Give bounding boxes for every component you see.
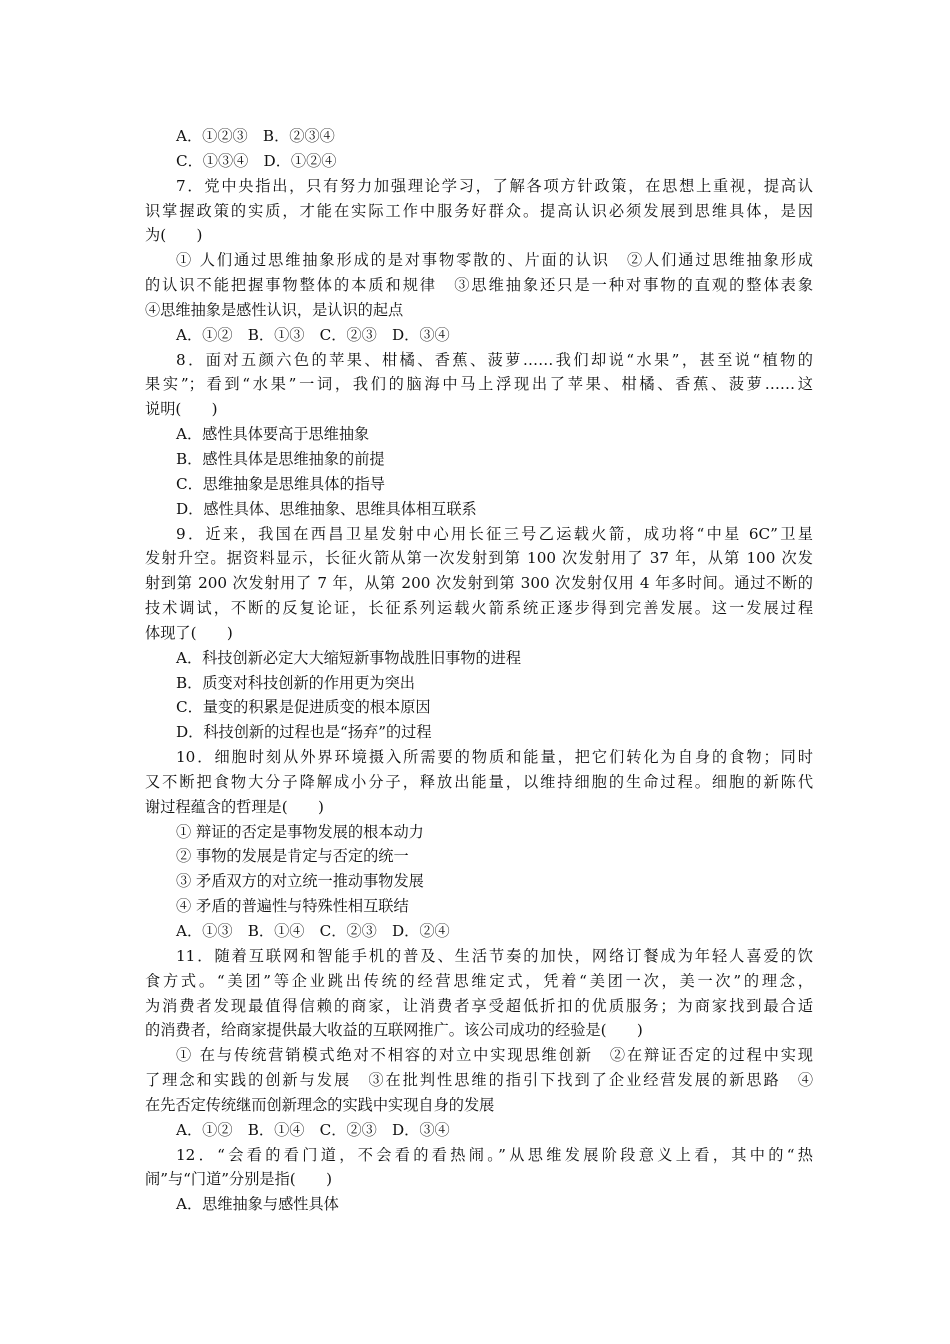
q9-stem-line-2: 发射升空。据资料显示，长征火箭从第一次发射到第 100 次发射用了 37 年，从第 100 次发 — [145, 549, 813, 568]
q9-stem-line-3: 射到第 200 次发射用了 7 年，从第 200 次发射到第 300 次发射仅用 4 年多时间。通过不断的 — [145, 574, 813, 593]
q11-stem-line-4: 的消费者，给商家提供最大收益的互联网推广。该公司成功的经验是( ) — [145, 1021, 643, 1040]
q11-stem-line-3: 为消费者发现最值得信赖的商家，让消费者享受超低折扣的优质服务；为商家找到最合适 — [145, 996, 813, 1015]
exam-page — [145, 124, 813, 1217]
q7-items-line-1: ① 人们通过思维抽象形成的是对事物零散的、片面的认识 ②人们通过思维抽象形成 — [176, 251, 813, 270]
q11-items-line-2: 了理念和实践的创新与发展 ③在批判性思维的指引下找到了企业经营发展的新思路 ④ — [145, 1071, 813, 1090]
q10-item-4: ④ 矛盾的普遍性与特殊性相互联结 — [176, 897, 409, 916]
q8-option-d: D．感性具体、思维抽象、思维具体相互联系 — [176, 499, 477, 518]
q9-stem-line-5: 体现了( ) — [145, 623, 233, 642]
q7-stem-line-2: 识掌握政策的实质，才能在实际工作中服务好群众。提高认识必须发展到思维具体，是因 — [145, 201, 813, 220]
q8-stem-line-2: 果实”；看到“水果”一词，我们的脑海中马上浮现出了苹果、柑橘、香蕉、菠萝……这 — [145, 375, 813, 394]
q11-stem-line-2: 食方式。“美团”等企业跳出传统的经营思维定式，凭着“美团一次，美一次”的理念， — [145, 971, 813, 990]
q9-stem-line-1: 9．近来，我国在西昌卫星发射中心用长征三号乙运载火箭，成功将“中星 6C”卫星 — [176, 524, 813, 543]
q8-option-c: C．思维抽象是思维具体的指导 — [176, 474, 386, 493]
q9-option-b: B．质变对科技创新的作用更为突出 — [176, 673, 415, 692]
q8-stem-line-1: 8．面对五颜六色的苹果、柑橘、香蕉、菠萝……我们却说“水果”，甚至说“植物的 — [176, 350, 813, 369]
q12-stem-line-2: 闹”与“门道”分别是指( ) — [145, 1170, 333, 1189]
q7-stem-line-1: 7．党中央指出，只有努力加强理论学习，了解各项方针政策，在思想上重视，提高认 — [176, 176, 813, 195]
q11-stem-line-1: 11．随着互联网和智能手机的普及、生活节奏的加快，网络订餐成为年轻人喜爱的饮 — [176, 946, 813, 965]
q11-items-line-3: 在先否定传统继而创新理念的实践中实现自身的发展 — [145, 1095, 495, 1114]
q9-option-d: D．科技创新的过程也是“扬弃”的过程 — [176, 723, 432, 742]
q8-stem-line-3: 说明( ) — [145, 400, 218, 419]
q12-stem-line-1: 12．“会看的看门道，不会看的看热闹。”从思维发展阶段意义上看，其中的“热 — [176, 1145, 813, 1164]
q10-stem-line-1: 10．细胞时刻从外界环境摄入所需要的物质和能量，把它们转化为自身的食物；同时 — [176, 748, 813, 767]
q10-options: A．①③ B．①④ C．②③ D．②④ — [176, 922, 450, 940]
q9-option-a: A．科技创新必定大大缩短新事物战胜旧事物的进程 — [176, 648, 522, 667]
q12-option-a: A．思维抽象与感性具体 — [176, 1195, 339, 1214]
q7-stem-line-3: 为( ) — [145, 226, 203, 245]
q11-options: A．①② B．①④ C．②③ D．③④ — [176, 1120, 450, 1139]
q7-items-line-3: ④思维抽象是感性认识，是认识的起点 — [145, 300, 404, 319]
q10-item-2: ② 事物的发展是肯定与否定的统一 — [176, 847, 409, 866]
q10-stem-line-2: 又不断把食物大分子降解成小分子，释放出能量，以维持细胞的生命过程。细胞的新陈代 — [145, 772, 813, 791]
q9-stem-line-4: 技术调试，不断的反复论证，长征系列运载火箭系统正逐步得到完善发展。这一发展过程 — [145, 599, 813, 618]
q9-option-c: C．量变的积累是促进质变的根本原因 — [176, 698, 431, 717]
q10-item-1: ① 辩证的否定是事物发展的根本动力 — [176, 822, 424, 841]
q8-option-b: B．感性具体是思维抽象的前提 — [176, 449, 385, 468]
q7-options: A．①② B．①③ C．②③ D．③④ — [176, 325, 450, 344]
q10-stem-line-3: 谢过程蕴含的哲理是( ) — [145, 797, 324, 816]
q10-item-3: ③ 矛盾双方的对立统一推动事物发展 — [176, 872, 424, 891]
q7-items-line-2: 的认识不能把握事物整体的本质和规律 ③思维抽象还只是一种对事物的直观的整体表象 — [145, 276, 813, 295]
q6-options-row-2: C．①③④ D．①②④ — [176, 151, 337, 170]
q6-options-row-1: A．①②③ B．②③④ — [176, 127, 335, 145]
q8-option-a: A．感性具体要高于思维抽象 — [176, 425, 370, 444]
q11-items-line-1: ① 在与传统营销模式绝对不相容的对立中实现思维创新 ②在辩证否定的过程中实现 — [176, 1046, 813, 1065]
